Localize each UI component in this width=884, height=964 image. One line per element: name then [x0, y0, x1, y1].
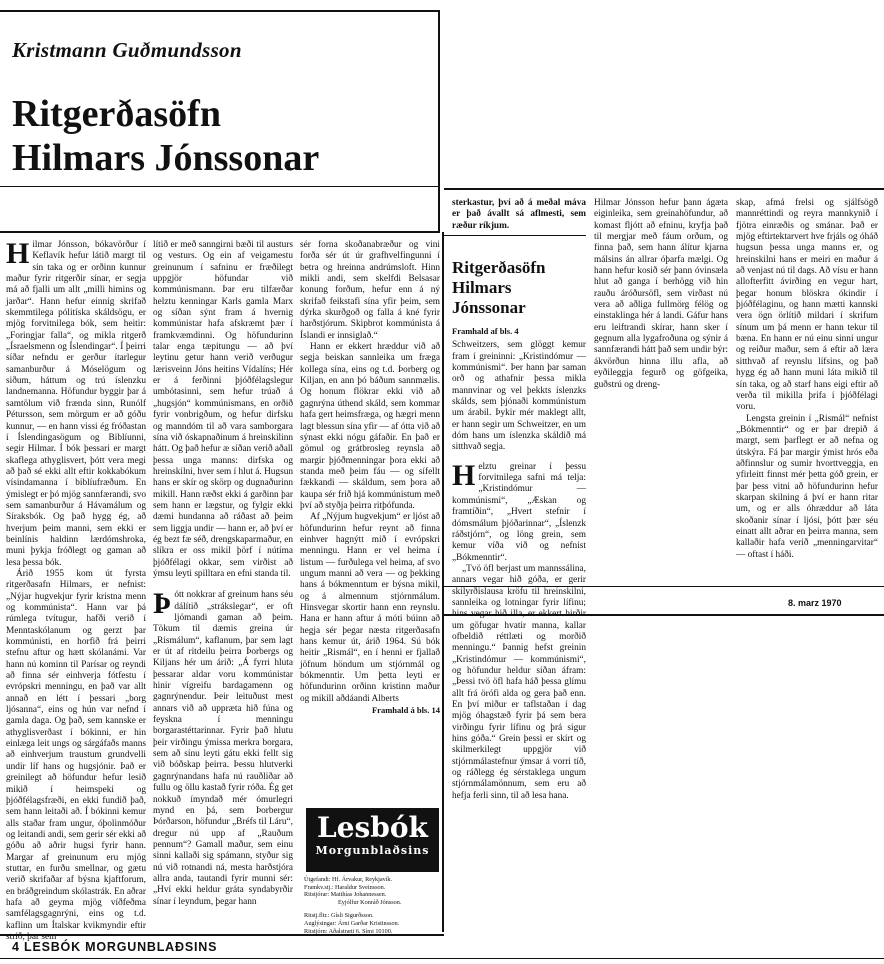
continued-from-notice: Framhald af bls. 4: [452, 326, 519, 336]
top-left-rule: [0, 10, 440, 12]
column-1-paragraph-1: Hilmar Jónsson, bókavörður í Keflavík hefur látið margt til sín taka og er orðinn kunnur maður fyrir ritgerðir sínar, er segja má að fjalli um allt „milli himins og jarðar“. Hann hefur einnig skrifað skemmtilega pólitíska skáldsögu, er mjög forvitnilega bók, sem heitir: „Foringjar falla“, og mikla ritgerð „Ísraelsmenn og Íslendingar“. Í þeirri síðar nefndu er gerður ítarlegur samanburður á Móselögum og siðum, háttum og trú íslenzku landnemanna. Höfundur byggir þar á samtölum við frænda sinn, Runólf Pétursson, sem mörgum er að góðu kunnur, — en hann vissi ég fróðastan í Íslendingasögum og Biblíunni, segir Hilmar. Í bók þessari er margt skaflega athyglisvert, þótt vera megi að það sé ekki allt eftir kokkabókum vísindamanna í biblíufræðum. En ýmislegt er þó mjög sannfærandi, svo sem samanburður á Hávamálum og Síraksbók. Og það hygg ég, að hverjum þeim manni, sem ekki er beinlínis haldinn lærdómshroka, muni þykja fróðlegt og gaman að lesa þessa bók.: [6, 237, 146, 568]
logo-subtitle: Morgunblaðsins: [315, 844, 430, 857]
continuation-title: [452, 258, 586, 318]
logo-title: Lesbók: [317, 811, 428, 844]
headline-line-1: Ritgerðasöfn: [12, 93, 221, 135]
headline: [12, 92, 437, 180]
column-1-paragraph-2: Árið 1955 kom út fyrsta ritgerðasafn Hilmars, er nefnist: „Nýjar hugvekjur fyrir kristna menn og kommúnista“. Hann var þá rúmlega tvítugur, hafði verið í Menntaskólanum og gerzt þar kommúnisti, en horfið frá þeirri stefnu aftur og hætt skólanámi. Var hann nú kominn til Parísar og reyndi að finna sér einhverja fótfestu í evrópskri menningu, en það var allt annað en létt í þessari „borg ljósanna“, eins og hún var nefnd í gamla daga. Og það, sem kannske er athyglisverðast í bókinni, er hin einlæga leit ungs og sárgáfaðs manns að einhverjum traustum grundvelli undir líf hans og hugsjónir. Það er greinilegt að höfundur hefur lesið mikið í heimspeki og þjóðfélagsfræði, en ekki fundið það, sem hann leitaði að. Í bókinni kemur alls staðar fram ungur, óþolinmóður og leitandi andi, sem gerir sér ekki að góðu að aðrir hugsi fyrir hann. Margar af greinunum eru mjög stuttar, en furðu smellnar, og gætu verið skrifaðar af býsna kjaftforum, en bráðgreindum skólastrák. En aðrar hafa að geyma mjög víðfeðma samfélagsgagnrýni, eins og t.d. kaflinn um Ítalskar kvikmyndir eftir stríð, þar sem: [6, 568, 146, 942]
column-3-paragraph-2: Hann er ekkert hræddur við að segja beiskan sannleika um fræga kollega sína, eins og t.d. Þorberg og Kiljan, en ann þó báðum sannmælis. Og honum flökrar ekki við að gagnrýna úthend skáld, sem kommar hafa gert heimsfræga, og hægri menn lagt blessun sína yfir — af ótta við að sýnast ekki nógu gáfaðir. En það er gömul og grátbrosleg reynsla að margir þjóðmenningar þora ekki að standa með þeim fáu — og sífellt fækkandi — skáldum, sem þora að kaupa sér frið hjá kommúnistum með því að styðja þeirra ritþófunda.: [300, 342, 440, 511]
headline-line-2: Hilmars Jónssonar: [12, 137, 320, 179]
article-column-4: [452, 198, 586, 240]
lesbok-logo: [306, 808, 439, 872]
publication-date: 8. marz 1970: [788, 598, 842, 608]
continuation-title-line-2: Hilmars: [452, 278, 512, 297]
continuation-paragraph-4: Hilmar Jónsson hefur þann ágæta eiginleika, sem greinahöfundur, að komast fljótt að efninu, kryfja það til mergjar með fáum orðum, og finna það, sem hann álítur kjarna málsins án allrar óþarfa mælgi. Og hann hefur kosið sér þann óvinsæla hlut að ganga í berhögg við hin rauðu áróðursöfl, sem virðast nú vera að aðliga fullmörg félög og einstaklinga hér á landi. Gáfur hans eru leiftrandi skírar, hann sker í gegnum alla lygafroðuna og sýnir á sannfærandi hátt það sem undir býr: ákvörðun hinna illu afla, að eyðileggja fegurð og göfgeika, guðstrú og dreng-: [594, 198, 729, 390]
continuation-column-3: [736, 198, 878, 582]
article-column-2: [153, 240, 293, 930]
drop-cap-th: Þ: [153, 587, 172, 621]
headline-bottom-rule: [0, 186, 440, 187]
left-column-divider: [438, 10, 440, 232]
article-column-3: [300, 240, 440, 802]
continuation-paragraph-3a: „Tvö öfl berjast um mannssálina, annars vegar hið góða, er gerir skilyrðislausa kröfu til hreinskilni, sannleika og lotningar fyrir lífinu; hins vegar hið illa, er ekkert hirðir um göfugar hvatir manna, kallar ofbeldið réttlæti og morðið menningu.“ Þannig hefst greinin „Kristindómur — kommúnismi“, og höfundur heldur síðan áfram: „Þessi tvö öfl hafa háð þessa glímu allt frá örófi alda og gera það enn. En því miður er taflstaðan í dag mjög óhagstæð fyrir þá sem bera virðingu fyrir lífinu og þrá sigur hins góða.“ Grein þessi er skírt og skilmerkilegt uppgjör við stjórnmálastefnur ýmsar á vorri tíð, og ráðlegg ég sérstaklega ungum stjórnmálamönnum, sem eru að hefja ferli sinn, til að lesa hana.: [452, 563, 586, 801]
drop-cap-h: H: [6, 237, 30, 270]
staff-line: Ritstjórar: Matthías Johannessen.: [304, 891, 387, 899]
drop-cap-h-2: H: [452, 458, 476, 492]
article-column-1: [6, 237, 146, 942]
continuation-column-2: [594, 198, 728, 582]
column-3-paragraph-3: Af „Nýjum hugvekjum“ er ljóst að höfundurinn hefur reynt að finna einhver hagnýtt mið í evrópskri menningu. Hann er vel heima í listum — furðulega vel heima, af svo ungum manni að vera — og þekking hans á bókmenntum er býsna mikil, og á almennum stjórnmálum. Hinsvegar skortir hann enn reynslu. Hana er hann aftur á móti búinn að hegja sér þegar næsta ritgerðasafn hans kemur út, árið 1964. Sú bók heitir „Rismál“, en í henni er fjallað jöfnum höndum um stjórnmál og bókmenntir. Um þetta leyti er höfundurinn orðinn kristinn maður og mikill aðdáandi Alberts: [300, 512, 440, 704]
staff-line: Ritstj.fltr.: Gísli Sigurðsson.: [304, 912, 374, 920]
staff-line: Útgefandi: Hf. Árvakur, Reykjavík.: [304, 876, 393, 883]
continuation-paragraph-6: Lengsta greinin í „Rismál“ nefnist „Bókmenntir“ og er þar drepið á margt, sem þarflegt er að nefna og útskýra. Fá þar margir ýmist hrós eða aðfinnslur og sumir hvorttveggja, en yfirleitt finnst mér þetta góð grein, er þar þess vitni að höfundurinn hefur skarpan skilning á því er hann ritar um, og er alls óhræddur að láta skoðanir sínar í ljósi, þótt þær séu einatt allt aðrar en þeirra manna, sem kallaðir hafa verið „menningarvitar“ — oftast í háði.: [736, 413, 878, 560]
continuation-paragraph-5: skap, afmá frelsi og sjálfsögð mannréttindi og reyra mannkynið í fjötra einræðis og smánar. Það er mjög eftirtektarvert hve frjáls og óháð hugsun þessa unga manns er, og hreinskilni hans er meiri en maður á að venjast nú til dags. Að vísu er hann allofterfitt ávirðing en vegur hart, þegar honum blöskra ókindir í þjóðfélaginu, og hann mætti kannski vera ögn örlítið mildari í skrifum sínum um þá menn er hann tekur til bæna. En hann er nú einu sinni ungur og reiður maður, sem á eftir að læra sitthvað af reynslu lífsins, og það hygg ég að hann muni láta mikið til sín taka, og að starf hans eigi eftir að verða til mikilla þrifa í þjóðfélagi voru.: [736, 198, 878, 413]
author-byline: Kristmann Guðmundsson: [12, 38, 242, 62]
staff-line: Ritstjórn: Aðalstræti 6. Sími 10100.: [304, 927, 393, 935]
continuation-title-line-1: Ritgerðasöfn: [452, 258, 546, 277]
column-2-paragraph-1: lítið er með sanngirni bæði til austurs og vesturs. Og ein af veigamestu greinunum í safninu er fræðilegt uppgjör höfundar við kommúnismann. Þar eru tilfærðar helztu kenningar Karls gamla Marx og síðan sýnt fram á hvernig kommúnistar hafa afskræmt þær í framkvæmdinni. Og höfundurinn talar enga tæpitungu — að því leytinu getur hann verið verðugur lærisveinn Jóns heitins Vídalíns; Hér er á ferðinni þjóðfélagslegur umbótasinni, sem hefur trúað á „hugsjón“ kommúnismans, en orðið fyrir vonbrigðum, og hefur dirfsku og manndóm til að vara samborgara sína við óskapnaðinum á hreinskilinn hátt. Og það hefur æ síðan verið aðall þessa unga manns: dirfska og hreinskilni, hver sem í hlut á. Hugsun hans er skír og skörp og dugnaðurinn mikill. Hann ræðst ekki á garðinn þar sem hann er lægstur, og fylgir ekki dæmi hundanna að ráðast að þeim sem liggja undir — hann er, að því er ég bezt fæ séð, drengskaparmaður, en slíkra er oss mikil þörf í nútíma þjóðfélagi okkar, sem virðist að ýmsu leyti spilltara en efni standa til.: [153, 240, 293, 579]
staff-line: Eyjólfur Konráð Jónsson.: [338, 898, 402, 906]
right-block-top-rule: [444, 188, 884, 190]
column-2-paragraph-2: Þótt nokkrar af greinum hans séu dálítið „strákslegar“, er oft ljómandi gaman að þeim. Tökum til dæmis greina úr „Rismálum“, kaflanum, þar sem lagt er út af ritdeilu þeirra Þorbergs og Kiljans hér um árið: „Á fyrri hluta þessarar aldar voru kommúnistar hinir vígreifu bardagamenn og gagnrýnendur. Þeir leituðust mest annars við að uppræta hið fúna og feyskna í menningu borgarastéttarinnar. Fyrir það hlutu þeir virðingu ýmissa merkra borgara, sem að sínu leyti gátu ekki fellt sig við bóðskap þeirra. Þessu hlutverki gagnrýnandans hafa nú rauðliðar að fullu og öllu kastað fyrir róða. Ég get nokkuð ímyndað mér ómurlegri mynd en þá, sem Þorbergur Þórðarson, höfundur „Bréfs til Láru“, dregur nú upp af „Rauðum pennum“? Gamall maður, sem einu sinni kallaði sig spámann, styður sig nú við rotnandi ná, mesta harðstjóra allra anda, tautandi fyrir munni sér: „Hví ekki heldur gráta syndabyrðir sínar í leyndum, þegar hann: [153, 587, 293, 907]
continuation-title-line-3: Jónssonar: [452, 298, 526, 317]
staff-line: Auglýsingar: Árni Garðar Kristinsson.: [304, 919, 400, 927]
column-3-paragraph-1: sér forna skoðanabræður og vini forða sér út úr grafhvelfingunni í betra og hreinna andrúmsloft. Hinn mikli andi, sem skelfdi Belsasar konung forðum, hefur enn á ný skrifað feikstafi sína yfir þeim, sem dýrka skurðgoð og falla á kné fyrir harðstjórum. Skipbrot kommúnista á Íslandi er innsiglað.“: [300, 240, 440, 341]
main-right-border: [442, 232, 444, 932]
section-top-rule: [0, 231, 440, 233]
continuation-column-1: [452, 326, 586, 801]
column-4-paragraph-1: sterkastur, því að á meðal máva er það ávallt sá aflmesti, sem ræður ríkjum.: [452, 198, 586, 231]
footer-bottom-rule: [0, 958, 884, 959]
page-footer: 4 LESBÓK MORGUNBLAÐSINS: [12, 940, 218, 954]
staff-line: Framkv.stj.: Haraldur Sveinsson.: [304, 883, 386, 891]
continuation-paragraph-2: Helztu greinar í þessu forvitnilega safni má telja: „Kristindómur — kommúnismi“, „Æskan og framtíðin“, „Hvert stefnir í dómsmálum þjóðarinnar“, „Íslenzk ráðstjórn“, og löng grein, sem kemur víða við og nefnist „Bókmenntir“.: [452, 458, 586, 563]
continuation-paragraph-1: Schweitzers, sem glöggt kemur fram í greininni: „Kristindómur — kommúnismi“. Þer hann þar saman orð og athafnir þessa mikla mannvinar og vel þekkts íslenzks skálds, sem þjónaði kommúnistum um árabil. Þykir mér maklegt allt, er hann segir um Schweitzer, en um dóm hans um íslenzka skáldið má sitthvað segja.: [452, 340, 586, 453]
staff-box: [304, 876, 442, 935]
continued-on-notice: Framhald á bls. 14: [371, 705, 440, 716]
